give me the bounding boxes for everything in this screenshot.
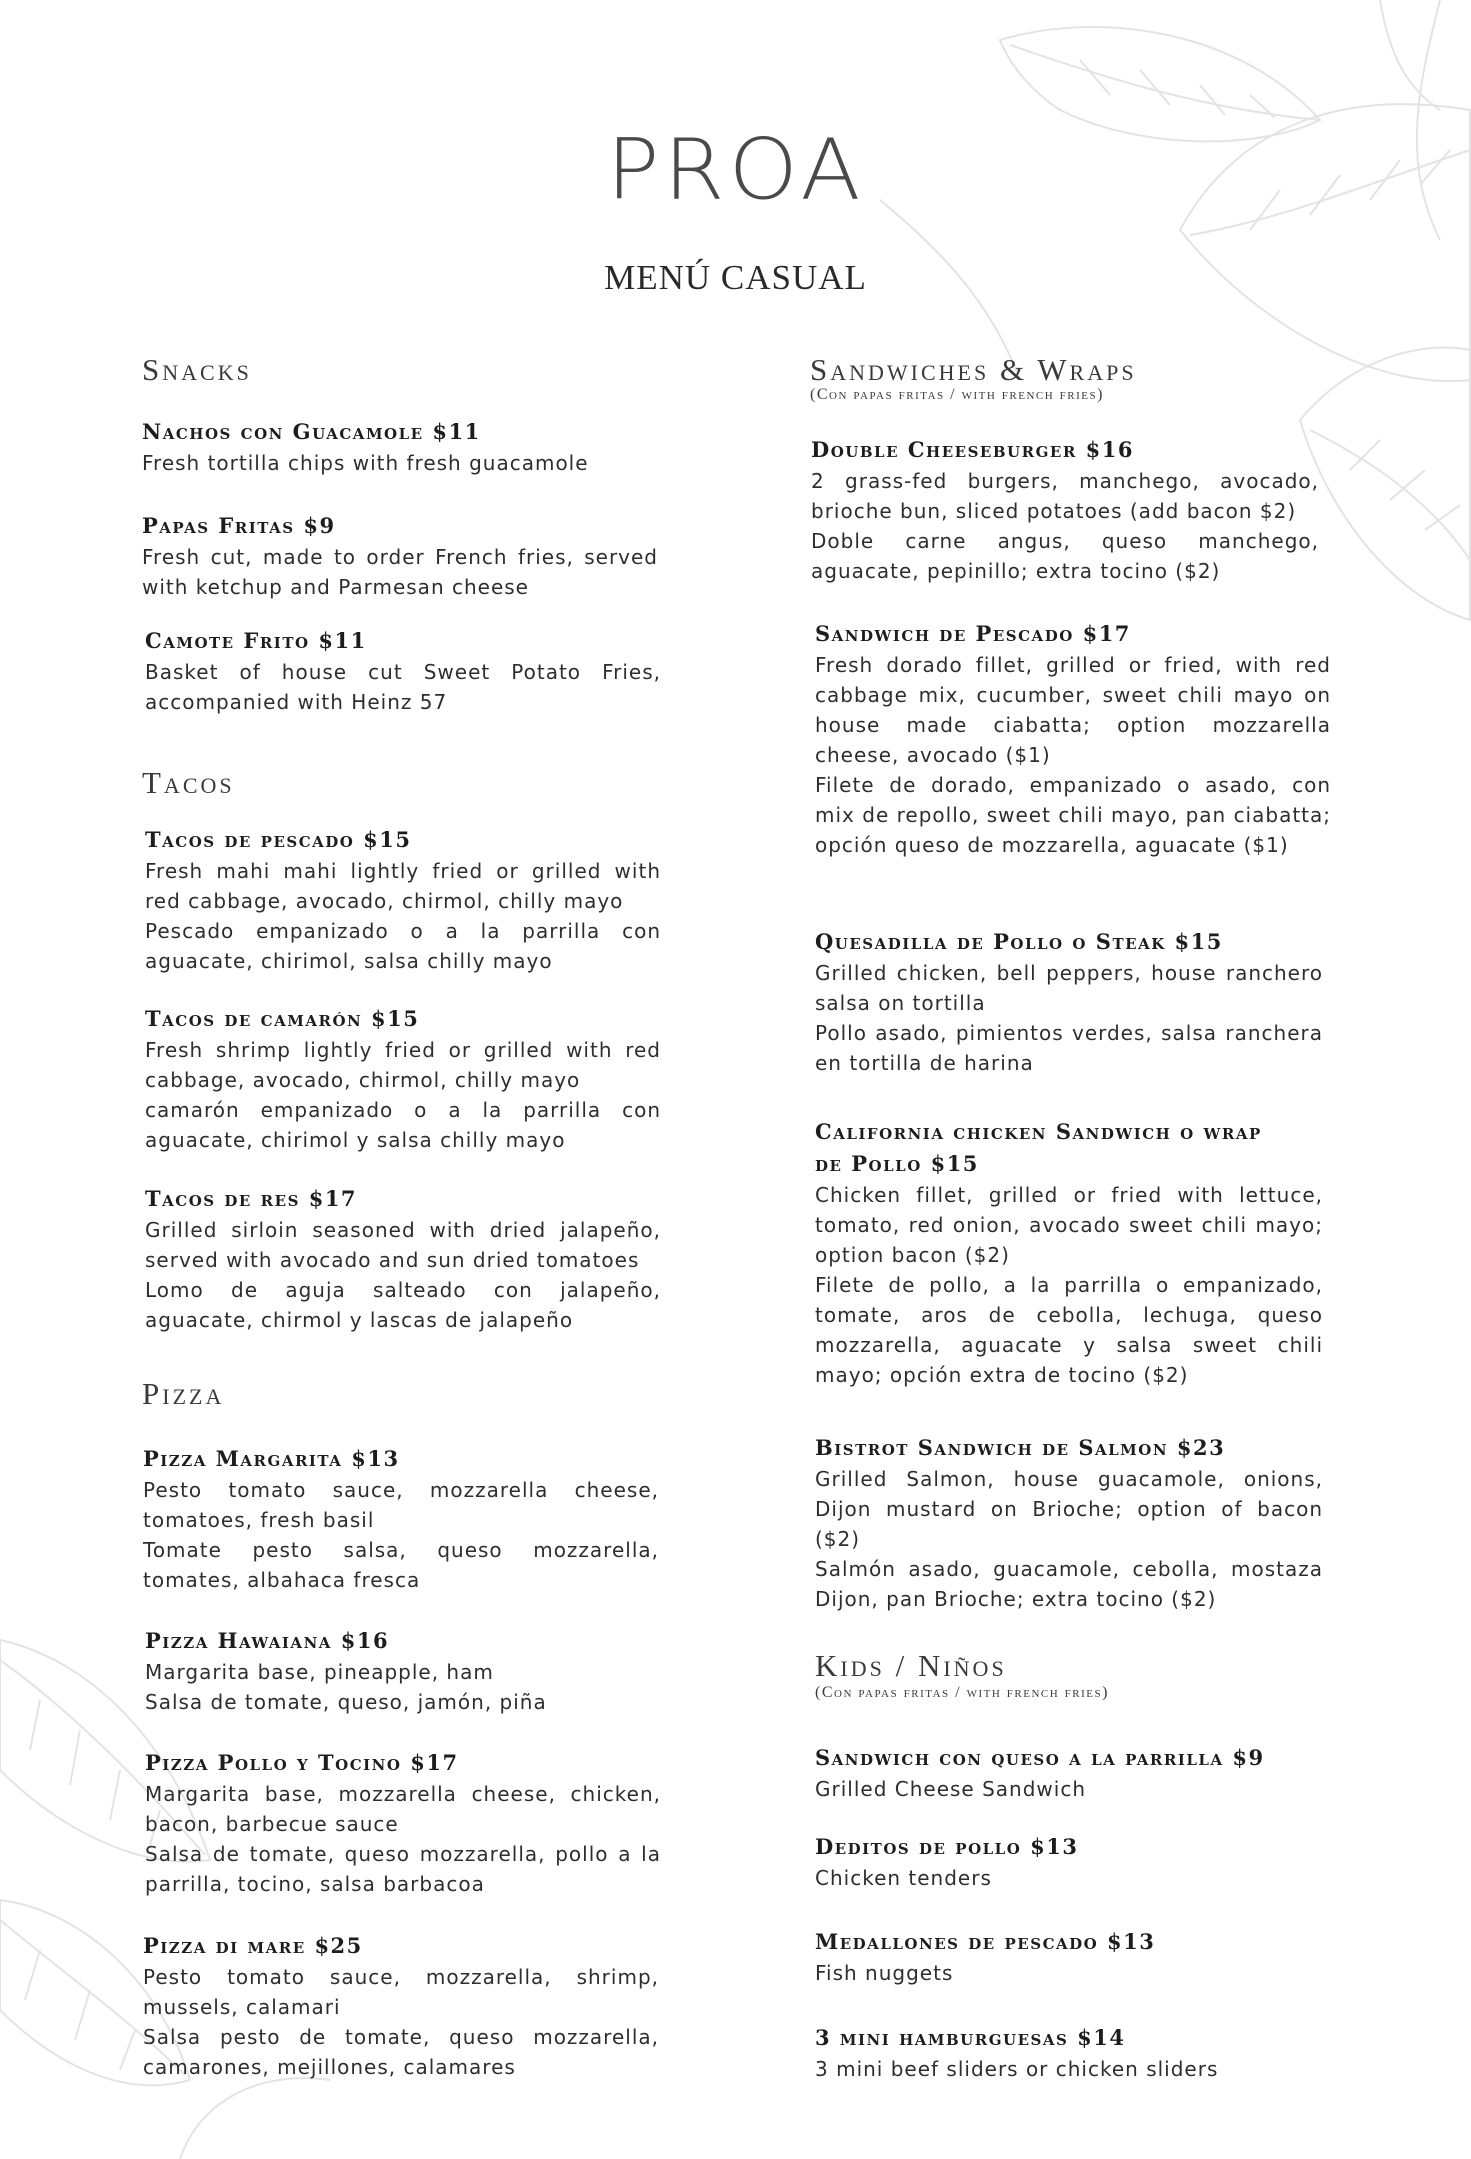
brand-logo: PROA — [606, 120, 865, 219]
item-name: Tacos de res $17 — [145, 1186, 358, 1211]
menu-item — [815, 1742, 1329, 1804]
menu-item — [145, 1003, 661, 1155]
item-name: Pizza Pollo y Tocino $17 — [145, 1750, 459, 1775]
section-title-tacos: Tacos — [142, 765, 235, 800]
item-description: Grilled Cheese Sandwich — [815, 1777, 1086, 1801]
menu-item — [815, 1432, 1323, 1614]
menu-item — [143, 1443, 659, 1595]
menu-item — [811, 434, 1319, 586]
section-subtitle-sandwiches: (Con papas fritas / with french fries) — [810, 386, 1104, 403]
item-description: Pesto tomato sauce, mozzarella, shrimp, mussels, calamari Salsa pesto de tomate, queso mozzarella, camarones, mejillones, calamares — [143, 1965, 659, 2079]
section-title-sandwiches: Sandwiches & Wraps — [810, 352, 1137, 387]
item-name: Pizza di mare $25 — [143, 1933, 363, 1958]
menu-item — [815, 1926, 1329, 1988]
item-name: Sandwich con queso a la parrilla $9 — [815, 1745, 1265, 1770]
item-name: Bistrot Sandwich de Salmon $23 — [815, 1435, 1226, 1460]
menu-item — [815, 1116, 1323, 1390]
item-description: Fish nuggets — [815, 1961, 954, 1985]
item-name: Camote Frito $11 — [145, 628, 367, 653]
item-description: Margarita base, mozzarella cheese, chicken, bacon, barbecue sauce Salsa de tomate, queso mozzarella, pollo a la parrilla, tocino, salsa barbacoa — [145, 1782, 661, 1896]
item-description: Chicken fillet, grilled or fried with lettuce, tomato, red onion, avocado sweet chili mayo; option bacon ($2) Filete de pollo, a la parrilla o empanizado, tomate, aros de cebolla, lechuga, queso mozzarella, aguacate y salsa sweet chili mayo; opción extra de tocino ($2) — [815, 1183, 1323, 1387]
menu-item — [815, 1831, 1329, 1893]
item-name: Tacos de pescado $15 — [145, 827, 412, 852]
item-description: Fresh dorado fillet, grilled or fried, with red cabbage mix, cucumber, sweet chili mayo on house made ciabatta; option mozzarella cheese, avocado ($1) Filete de dorado, empanizado o asado, con mix de repollo, sweet chili mayo, pan ciabatta; opción queso de mozzarella, aguacate ($1) — [815, 653, 1331, 857]
menu-item — [145, 824, 661, 976]
menu-item — [145, 1747, 661, 1899]
item-description: Grilled sirloin seasoned with dried jalapeño, served with avocado and sun dried tomatoes Lomo de aguja salteado con jalapeño, aguacate, chirmol y lascas de jalapeño — [145, 1218, 661, 1332]
item-description: Fresh mahi mahi lightly fried or grilled with red cabbage, avocado, chirmol, chilly mayo Pescado empanizado o a la parrilla con aguacate, chirimol, salsa chilly mayo — [145, 859, 661, 973]
item-description: Fresh shrimp lightly fried or grilled with red cabbage, avocado, chirmol, chilly mayo camarón empanizado o a la parrilla con aguacate, chirimol y salsa chilly mayo — [145, 1038, 661, 1152]
menu-item — [145, 625, 661, 717]
menu-item — [815, 618, 1331, 860]
section-title-kids: Kids / Niños — [815, 1648, 1007, 1683]
menu-item — [142, 416, 658, 478]
menu-title: MENÚ CASUAL — [604, 258, 867, 297]
menu-item — [815, 2022, 1329, 2084]
item-name: Pizza Hawaiana $16 — [145, 1628, 390, 1653]
menu-item — [815, 926, 1323, 1078]
item-name-line-1: California chicken Sandwich o wrap — [815, 1119, 1262, 1144]
item-description: Chicken tenders — [815, 1866, 992, 1890]
menu-item — [145, 1625, 661, 1717]
item-description: Basket of house cut Sweet Potato Fries, accompanied with Heinz 57 — [145, 660, 661, 714]
item-name: Double Cheeseburger $16 — [811, 437, 1134, 462]
item-description: Fresh tortilla chips with fresh guacamole — [142, 451, 589, 475]
item-name: Pizza Margarita $13 — [143, 1446, 400, 1471]
item-name: Papas Fritas $9 — [142, 513, 336, 538]
item-name: Sandwich de Pescado $17 — [815, 621, 1131, 646]
section-title-snacks: Snacks — [142, 352, 252, 387]
item-description: Grilled chicken, bell peppers, house ranchero salsa on tortilla Pollo asado, pimientos verdes, salsa ranchera en tortilla de harina — [815, 961, 1323, 1075]
item-name: Nachos con Guacamole $11 — [142, 419, 481, 444]
item-name: Quesadilla de Pollo o Steak $15 — [815, 929, 1223, 954]
item-name: 3 mini hamburguesas $14 — [815, 2025, 1126, 2050]
menu-item — [145, 1183, 661, 1335]
item-name-line-2: de Pollo $15 — [815, 1151, 979, 1176]
item-name: Tacos de camarón $15 — [145, 1006, 420, 1031]
item-name: Deditos de pollo $13 — [815, 1834, 1079, 1859]
item-description: 3 mini beef sliders or chicken sliders — [815, 2057, 1219, 2081]
item-description: Margarita base, pineapple, ham Salsa de tomate, queso, jamón, piña — [145, 1660, 547, 1714]
item-description: Pesto tomato sauce, mozzarella cheese, tomatoes, fresh basil Tomate pesto salsa, queso mozzarella, tomates, albahaca fresca — [143, 1478, 659, 1592]
item-description: 2 grass-fed burgers, manchego, avocado, brioche bun, sliced potatoes (add bacon $2) Doble carne angus, queso manchego, aguacate, pepinillo; extra tocino ($2) — [811, 469, 1319, 583]
menu-item — [142, 510, 658, 602]
menu-item — [143, 1930, 659, 2082]
item-description: Fresh cut, made to order French fries, served with ketchup and Parmesan cheese — [142, 545, 658, 599]
item-description: Grilled Salmon, house guacamole, onions, Dijon mustard on Brioche; option of bacon ($2) Salmón asado, guacamole, cebolla, mostaza Dijon, pan Brioche; extra tocino ($2) — [815, 1467, 1323, 1611]
section-title-pizza: Pizza — [142, 1376, 225, 1411]
section-subtitle-kids: (Con papas fritas / with french fries) — [815, 1684, 1109, 1701]
item-name: Medallones de pescado $13 — [815, 1929, 1156, 1954]
